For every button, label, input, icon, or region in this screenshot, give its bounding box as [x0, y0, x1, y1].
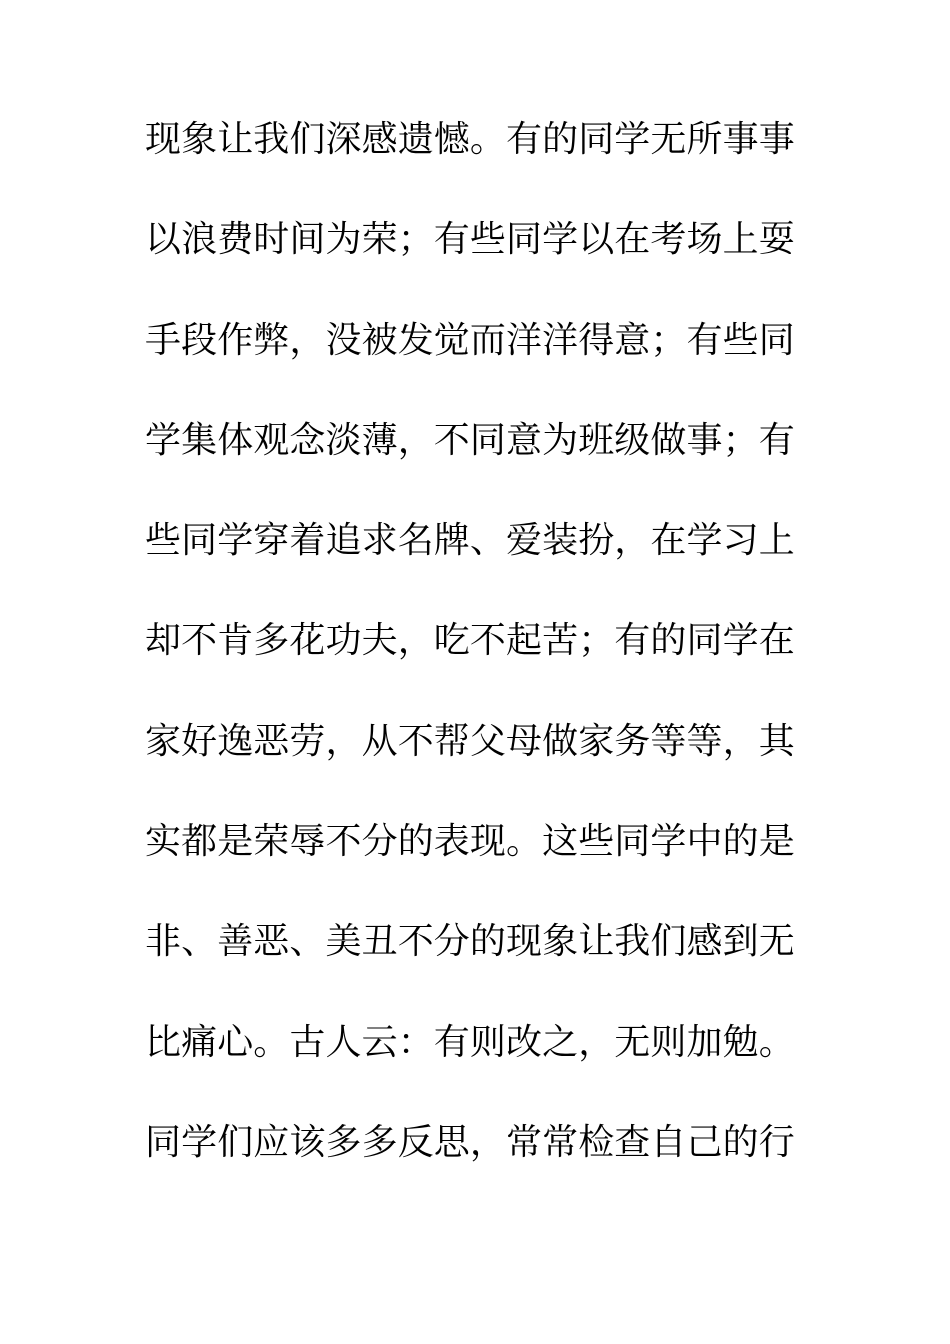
text-line-8: 实都是荣辱不分的表现。这些同学中的是 — [145, 821, 795, 863]
text-line-10: 比痛心。古人云：有则改之，无则加勉。 — [145, 1021, 795, 1063]
text-line-3: 手段作弊，没被发觉而洋洋得意；有些同 — [145, 319, 795, 361]
text-line-4: 学集体观念淡薄，不同意为班级做事；有 — [145, 419, 795, 461]
text-line-2: 以浪费时间为荣；有些同学以在考场上耍 — [145, 219, 795, 261]
text-line-1: 现象让我们深感遗憾。有的同学无所事事 — [145, 119, 795, 160]
text-line-5: 些同学穿着追求名牌、爱装扮，在学习上 — [145, 520, 795, 562]
text-line-11: 同学们应该多多反思，常常检查自己的行 — [145, 1121, 795, 1163]
body-text — [145, 119, 810, 1225]
text-line-9: 非、善恶、美丑不分的现象让我们感到无 — [145, 921, 795, 963]
text-line-6: 却不肯多花功夫，吃不起苦；有的同学在 — [145, 620, 795, 662]
text-line-7: 家好逸恶劳，从不帮父母做家务等等，其 — [145, 720, 795, 762]
